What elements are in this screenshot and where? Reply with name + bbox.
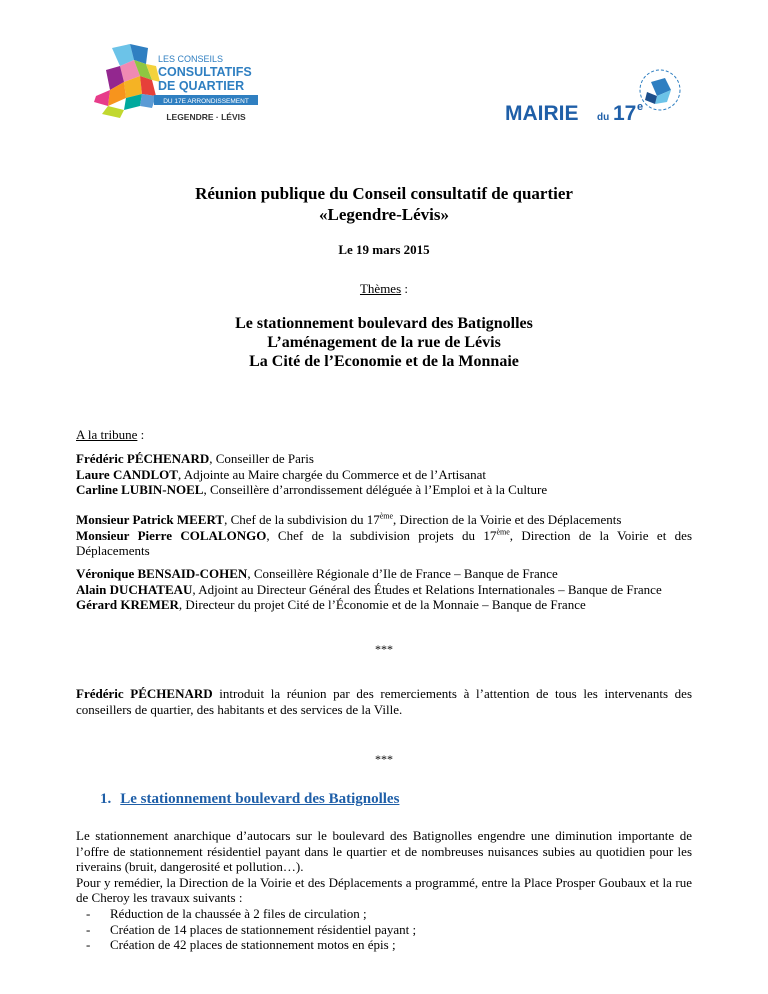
logo-place: LEGENDRE · LÉVIS [166,112,246,122]
mairie-number: 17 [613,102,637,125]
speaker-line [76,566,692,582]
title-line-1: Réunion publique du Conseil consultatif de quartier [195,184,573,203]
speaker-name: Carline LUBIN-NOEL [76,482,204,498]
list-item [76,906,692,922]
theme-item: L’aménagement de la rue de Lévis [267,334,501,351]
title-line-2: «Legendre-Lévis» [318,205,449,224]
section-title: Le stationnement boulevard des Batignolles [120,791,400,807]
speaker-name: Laure CANDLOT [76,466,178,482]
speaker-role: , Conseiller de Paris [209,451,314,466]
speaker-role: , Adjoint au Directeur Général des Études et Relations Internationales – Banque de France [192,581,662,597]
speaker-role: , Adjointe au Maire chargée du Commerce et de l’Artisanat [177,466,487,482]
speaker-role: , Chef de la subdivision projets du 17 [266,527,497,543]
conseils-quartier-logo [90,40,290,130]
themes-label-colon: : [401,281,409,296]
bullet-dash: - [86,921,91,937]
intro-text: introduit la réunion par des remerciements à l’attention de tous les intervenants des conseillers de quartier, des habitants et des services de la Ville. [76,686,692,717]
theme-item: La Cité de l’Economie et de la Monnaie [249,353,519,370]
section-heading [100,791,399,808]
tribune-label [76,427,692,443]
separator: *** [375,752,393,766]
speaker-role: , Conseillère d’arrondissement déléguée à l’Emploi et à la Culture [203,482,548,498]
speaker-line [76,582,692,598]
speaker-name: Véronique BENSAID-COHEN [76,566,248,581]
list-item-text: Réduction de la chaussée à 2 files de circulation ; [110,905,367,921]
tribune-banque-de-france [76,566,692,613]
section-paragraph: Le stationnement anarchique d’autocars sur le boulevard des Batignolles engendre une diminution importante de l’offre de stationnement résidentiel payant dans le quartier et de nombreuses nuisances subies au quotidien pour les riverains (bruit, dangerosité et pollution…). [76,828,692,875]
list-item-text: Création de 14 places de stationnement résidentiel payant ; [110,921,417,937]
theme-item: Le stationnement boulevard des Batignolles [235,315,533,332]
intro-speaker: Frédéric PÉCHENARD [76,686,213,701]
speaker-role: , Direction de la Voirie et des Déplacements [393,512,622,527]
bullet-dash: - [86,937,91,953]
themes-label-text: Thèmes [359,281,402,296]
speaker-role: , Conseillère Régionale d’Ile de France – Banque de France [247,566,558,581]
mairie-emblem [640,70,680,110]
speaker-role: , Directeur du projet Cité de l’Économie et de la Monnaie – Banque de France [178,597,586,613]
themes-list [60,314,708,371]
mairie-17e-logo [505,68,695,130]
mairie-sup: e [637,101,644,113]
speaker-line [76,512,692,528]
speaker-line [76,482,692,498]
meeting-date: Le 19 mars 2015 [338,242,430,257]
speaker-line [76,451,692,467]
document-title [60,183,708,225]
section-paragraph: Pour y remédier, la Direction de la Voirie et des Déplacements a programmé, entre la Place Prosper Goubaux et la rue de Cheroy les travaux suivants : [76,874,692,906]
tribune-label-text: A la tribune [76,427,138,442]
logo-band-text: DU 17E ARRONDISSEMENT [163,98,249,105]
speaker-line [76,467,692,483]
logo-line2: CONSULTATIFS [158,65,252,79]
section-number: 1. [100,791,112,807]
tribune-elected-officials [76,451,692,498]
speaker-name: Gérard KREMER [76,597,179,613]
speaker-name: Frédéric PÉCHENARD [76,451,210,466]
tribune-voirie-officials [76,512,692,559]
section-body [76,828,692,953]
mairie-word: MAIRIE [505,102,579,125]
speaker-role-sup: ème [379,511,394,521]
tribune-label-colon: : [137,427,145,442]
list-item-text: Création de 42 places de stationnement motos en épis ; [110,937,396,953]
speaker-line [76,528,692,559]
quartier-map-mosaic [94,44,160,118]
speaker-name: Monsieur Pierre COLALONGO [76,527,267,543]
speaker-role: , Direction de la Voirie et des Déplacements [76,527,693,559]
intro-paragraph [76,686,692,717]
logo-line1: LES CONSEILS [158,54,224,64]
mairie-du: du [597,112,610,123]
themes-label [60,281,708,297]
bullet-dash: - [86,905,91,921]
speaker-name: Alain DUCHATEAU [76,581,193,597]
speaker-role-sup: ème [496,527,510,537]
speaker-line [76,597,692,613]
speaker-name: Monsieur Patrick MEERT [76,512,225,527]
list-item [76,937,692,953]
logo-line3: DE QUARTIER [158,79,245,93]
speaker-role: , Chef de la subdivision du 17 [224,512,380,527]
list-item [76,922,692,938]
separator: *** [375,642,393,656]
